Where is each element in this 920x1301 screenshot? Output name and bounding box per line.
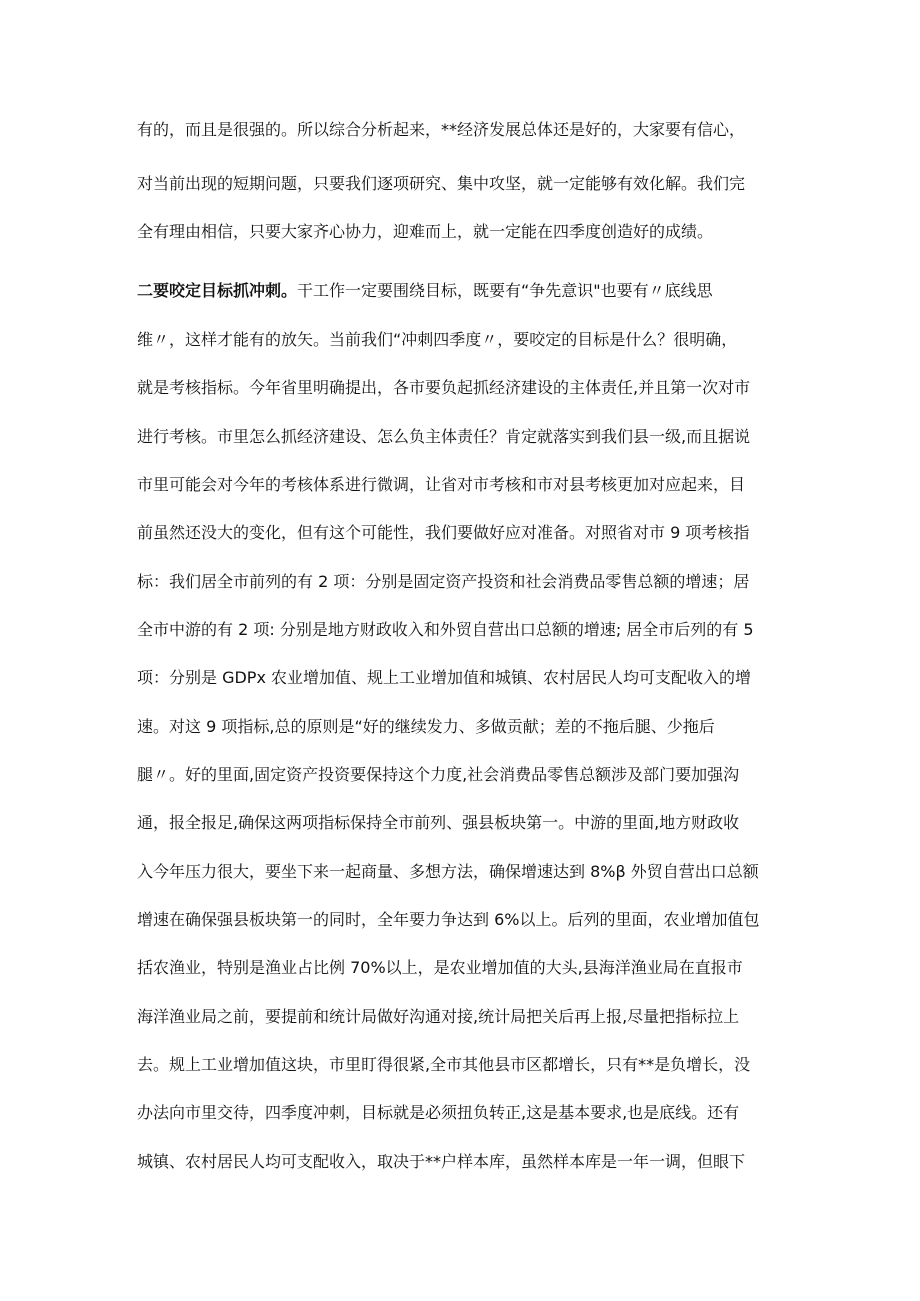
text-line: 对当前出现的短期问题，只要我们逐项研究、集中攻坚，就一定能够有效化解。我们完 bbox=[137, 174, 746, 193]
text-line: 入今年压力很大，要坐下来一起商量、多想方法，确保增速达到 8%β 外贸自营出口总额 bbox=[137, 862, 759, 881]
text-line: 前虽然还没大的变化，但有这个可能性，我们要做好应对准备。对照省对市 9 项考核指 bbox=[137, 523, 750, 542]
text-line: 腿〃。好的里面,固定资产投资要保持这个力度,社会消费品零售总额涉及部门要加强沟 bbox=[137, 765, 740, 784]
text-line: 城镇、农村居民人均可支配收入，取决于**户样本库，虽然样本库是一年一调，但眼下 bbox=[137, 1152, 746, 1171]
text-line: 通，报全报足,确保这两项指标保持全市前列、强县板块第一。中游的里面,地方财政收 bbox=[137, 813, 740, 832]
text-line: 去。规上工业增加值这块，市里盯得很紧,全市其他县市区都增长，只有**是负增长，没 bbox=[137, 1055, 751, 1074]
text-line: 全有理由相信，只要大家齐心协力，迎难而上，就一定能在四季度创造好的成绩。 bbox=[137, 222, 714, 241]
text-line: 进行考核。市里怎么抓经济建设、怎么负主体责任？肯定就落实到我们县一级,而且据说 bbox=[137, 427, 751, 446]
text-line: 项：分别是 GDPx 农业增加值、规上工业增加值和城镇、农村居民人均可支配收入的增 bbox=[137, 668, 752, 687]
text-line: 速。对这 9 项指标,总的原则是“好的继续发力、多做贡献；差的不拖后腿、少拖后 bbox=[137, 717, 715, 736]
text-line: 就是考核指标。今年省里明确提出，各市要负起抓经济建设的主体责任,并且第一次对市 bbox=[137, 378, 751, 397]
text-line: 市里可能会对今年的考核体系进行微调，让省对市考核和市对县考核更加对应起来，目 bbox=[137, 475, 746, 494]
section-heading: 二要咬定目标抓冲刺。 bbox=[137, 281, 298, 300]
text-line: 全市中游的有 2 项: 分别是地方财政收入和外贸自营出口总额的增速; 居全市后列的有 5 bbox=[137, 620, 754, 639]
text-line: 海洋渔业局之前，要提前和统计局做好沟通对接,统计局把关后再上报,尽量把指标拉上 bbox=[137, 1007, 740, 1026]
text-line: 维〃，这样才能有的放矢。当前我们“冲刺四季度〃，要咬定的目标是什么？很明确， bbox=[137, 330, 738, 349]
text-line: 办法向市里交待，四季度冲刺，目标就是必须扭负转正,这是基本要求,也是底线。还有 bbox=[137, 1103, 740, 1122]
text-line: 增速在确保强县板块第一的同时，全年要力争达到 6%以上。后列的里面，农业增加值包 bbox=[137, 910, 760, 929]
heading-line-text: 干工作一定要围绕目标，既要有“争先意识"也要有〃底线思 bbox=[297, 281, 713, 300]
paragraph-heading-line bbox=[137, 276, 787, 306]
text-line: 括农渔业，特别是渔业占比例 70%以上，是农业增加值的大头,县海洋渔业局在直报市 bbox=[137, 958, 743, 977]
text-line: 标：我们居全市前列的有 2 项：分别是固定资产投资和社会消费品零售总额的增速；居 bbox=[137, 572, 750, 591]
text-line: 有的，而且是很强的。所以综合分析起来，**经济发展总体还是好的，大家要有信心， bbox=[137, 120, 746, 139]
